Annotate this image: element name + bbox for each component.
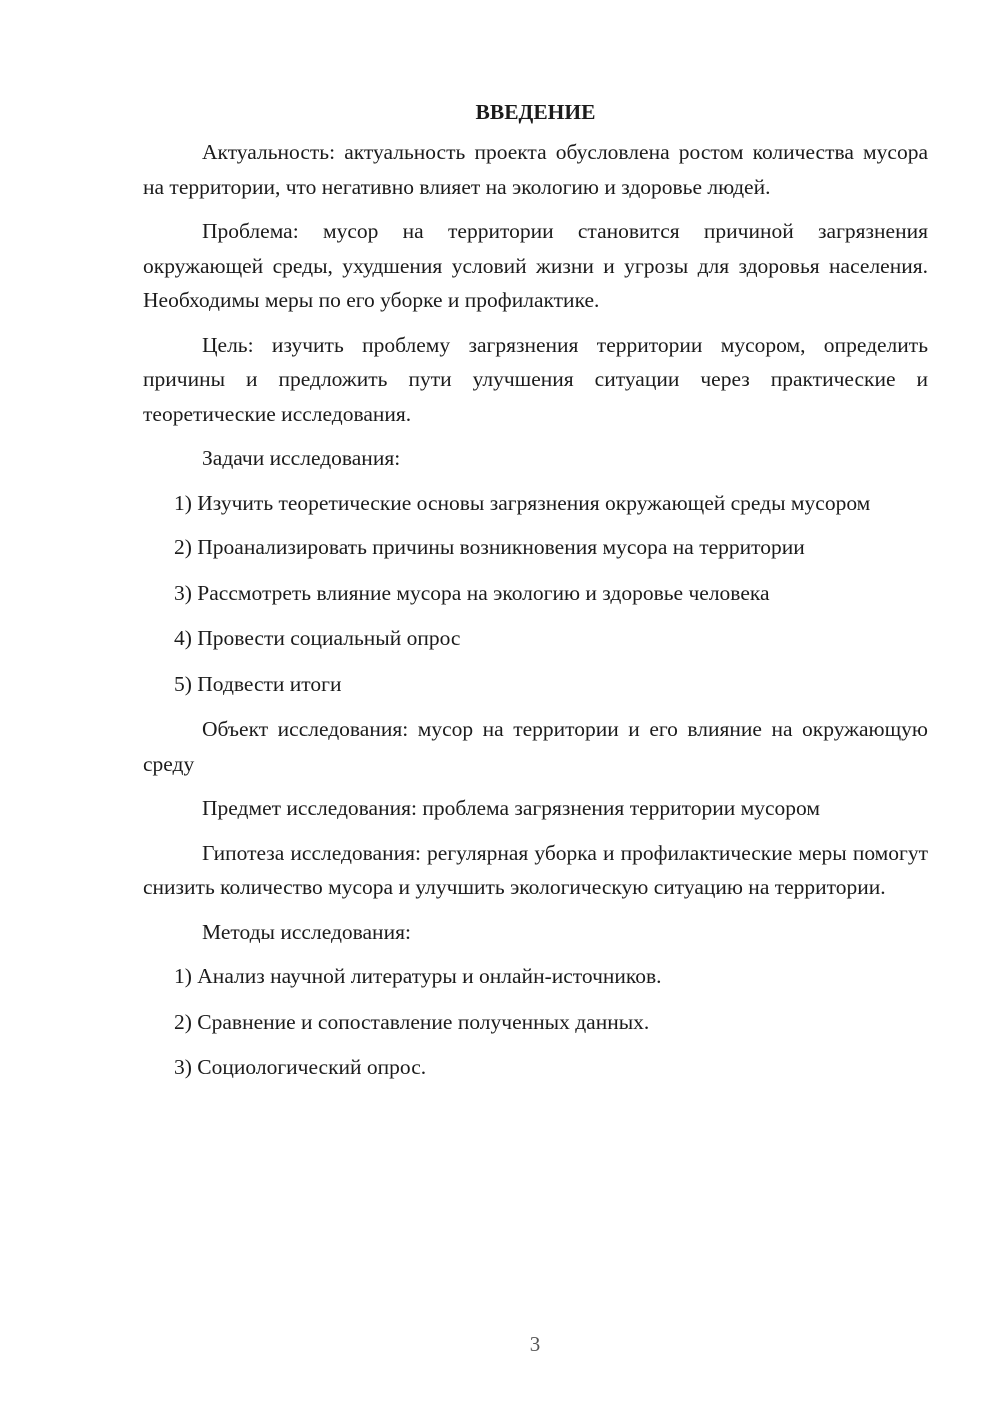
task-item-4: 4) Провести социальный опрос bbox=[174, 626, 461, 650]
hypothesis-paragraph: Гипотеза исследования: регулярная уборка и профилактические меры помогут снизить количество мусора и улучшить экологическую ситуацию на территории. bbox=[143, 840, 928, 899]
relevance-paragraph: Актуальность: актуальность проекта обусловлена ростом количества мусора на территории, что негативно влияет на экологию и здоровье людей. bbox=[143, 140, 928, 199]
subject-paragraph: Предмет исследования: проблема загрязнения территории мусором bbox=[202, 796, 820, 820]
task-item-5: 5) Подвести итоги bbox=[174, 671, 342, 696]
problem-paragraph: Проблема: мусор на территории становится причиной загрязнения окружающей среды, ухудшения условий жизни и угрозы для здоровья населения. Необходимы меры по его уборке и профилактике. bbox=[143, 219, 928, 312]
document-page bbox=[143, 98, 928, 1096]
method-item-2: 2) Сравнение и сопоставление полученных данных. bbox=[174, 1009, 650, 1034]
task-item-1: 1) Изучить теоретические основы загрязнения окружающей среды мусором bbox=[174, 490, 871, 515]
task-item-3: 3) Рассмотреть влияние мусора на экологию и здоровье человека bbox=[174, 580, 770, 605]
task-item-2: 2) Проанализировать причины возникновения мусора на территории bbox=[174, 535, 805, 559]
method-item-1: 1) Анализ научной литературы и онлайн-источников. bbox=[174, 964, 662, 988]
goal-paragraph: Цель: изучить проблему загрязнения территории мусором, определить причины и предложить пути улучшения ситуации через практические и теоретические исследования. bbox=[143, 332, 928, 426]
document-title: ВВЕДЕНИЕ bbox=[475, 100, 596, 124]
tasks-heading: Задачи исследования: bbox=[202, 446, 401, 470]
methods-heading: Методы исследования: bbox=[202, 919, 411, 944]
method-item-3: 3) Социологический опрос. bbox=[174, 1055, 427, 1079]
object-paragraph: Объект исследования: мусор на территории и его влияние на окружающую среду bbox=[143, 717, 928, 776]
page-number: 3 bbox=[529, 1332, 541, 1356]
